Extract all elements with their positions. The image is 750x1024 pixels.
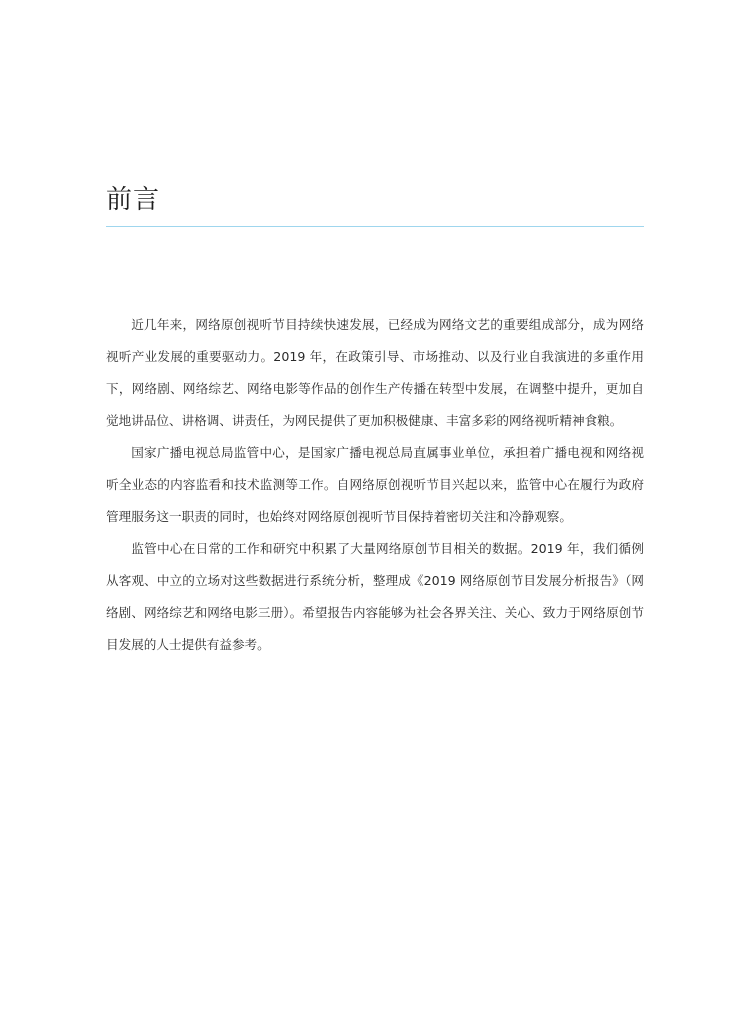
paragraph-3: 监管中心在日常的工作和研究中积累了大量网络原创节目相关的数据。2019 年，我们循例从客观、中立的立场对这些数据进行系统分析，整理成《2019 网络原创节目发展分析报告》（网络剧、网络综艺和网络电影三册）。希望报告内容能够为社会各界关注、关心、致力于网络原创节目发展的人士提供有益参考。	[106, 541, 644, 652]
paragraph-2: 国家广播电视总局监管中心，是国家广播电视总局直属事业单位，承担着广播电视和网络视听全业态的内容监看和技术监测等工作。自网络原创视听节目兴起以来，监管中心在履行为政府管理服务这一职责的同时，也始终对网络原创视听节目保持着密切关注和冷静观察。	[106, 445, 644, 524]
paragraph-1: 近几年来，网络原创视听节目持续快速发展，已经成为网络文艺的重要组成部分，成为网络视听产业发展的重要驱动力。2019 年，在政策引导、市场推动、以及行业自我演进的多重作用下，网络剧、网络综艺、网络电影等作品的创作生产传播在转型中发展，在调整中提升，更加自觉地讲品位、讲格调、讲责任，为网民提供了更加积极健康、丰富多彩的网络视听精神食粮。	[106, 317, 644, 428]
title-divider	[106, 226, 644, 227]
preface-body	[106, 309, 644, 661]
page-title: 前言	[106, 185, 161, 215]
